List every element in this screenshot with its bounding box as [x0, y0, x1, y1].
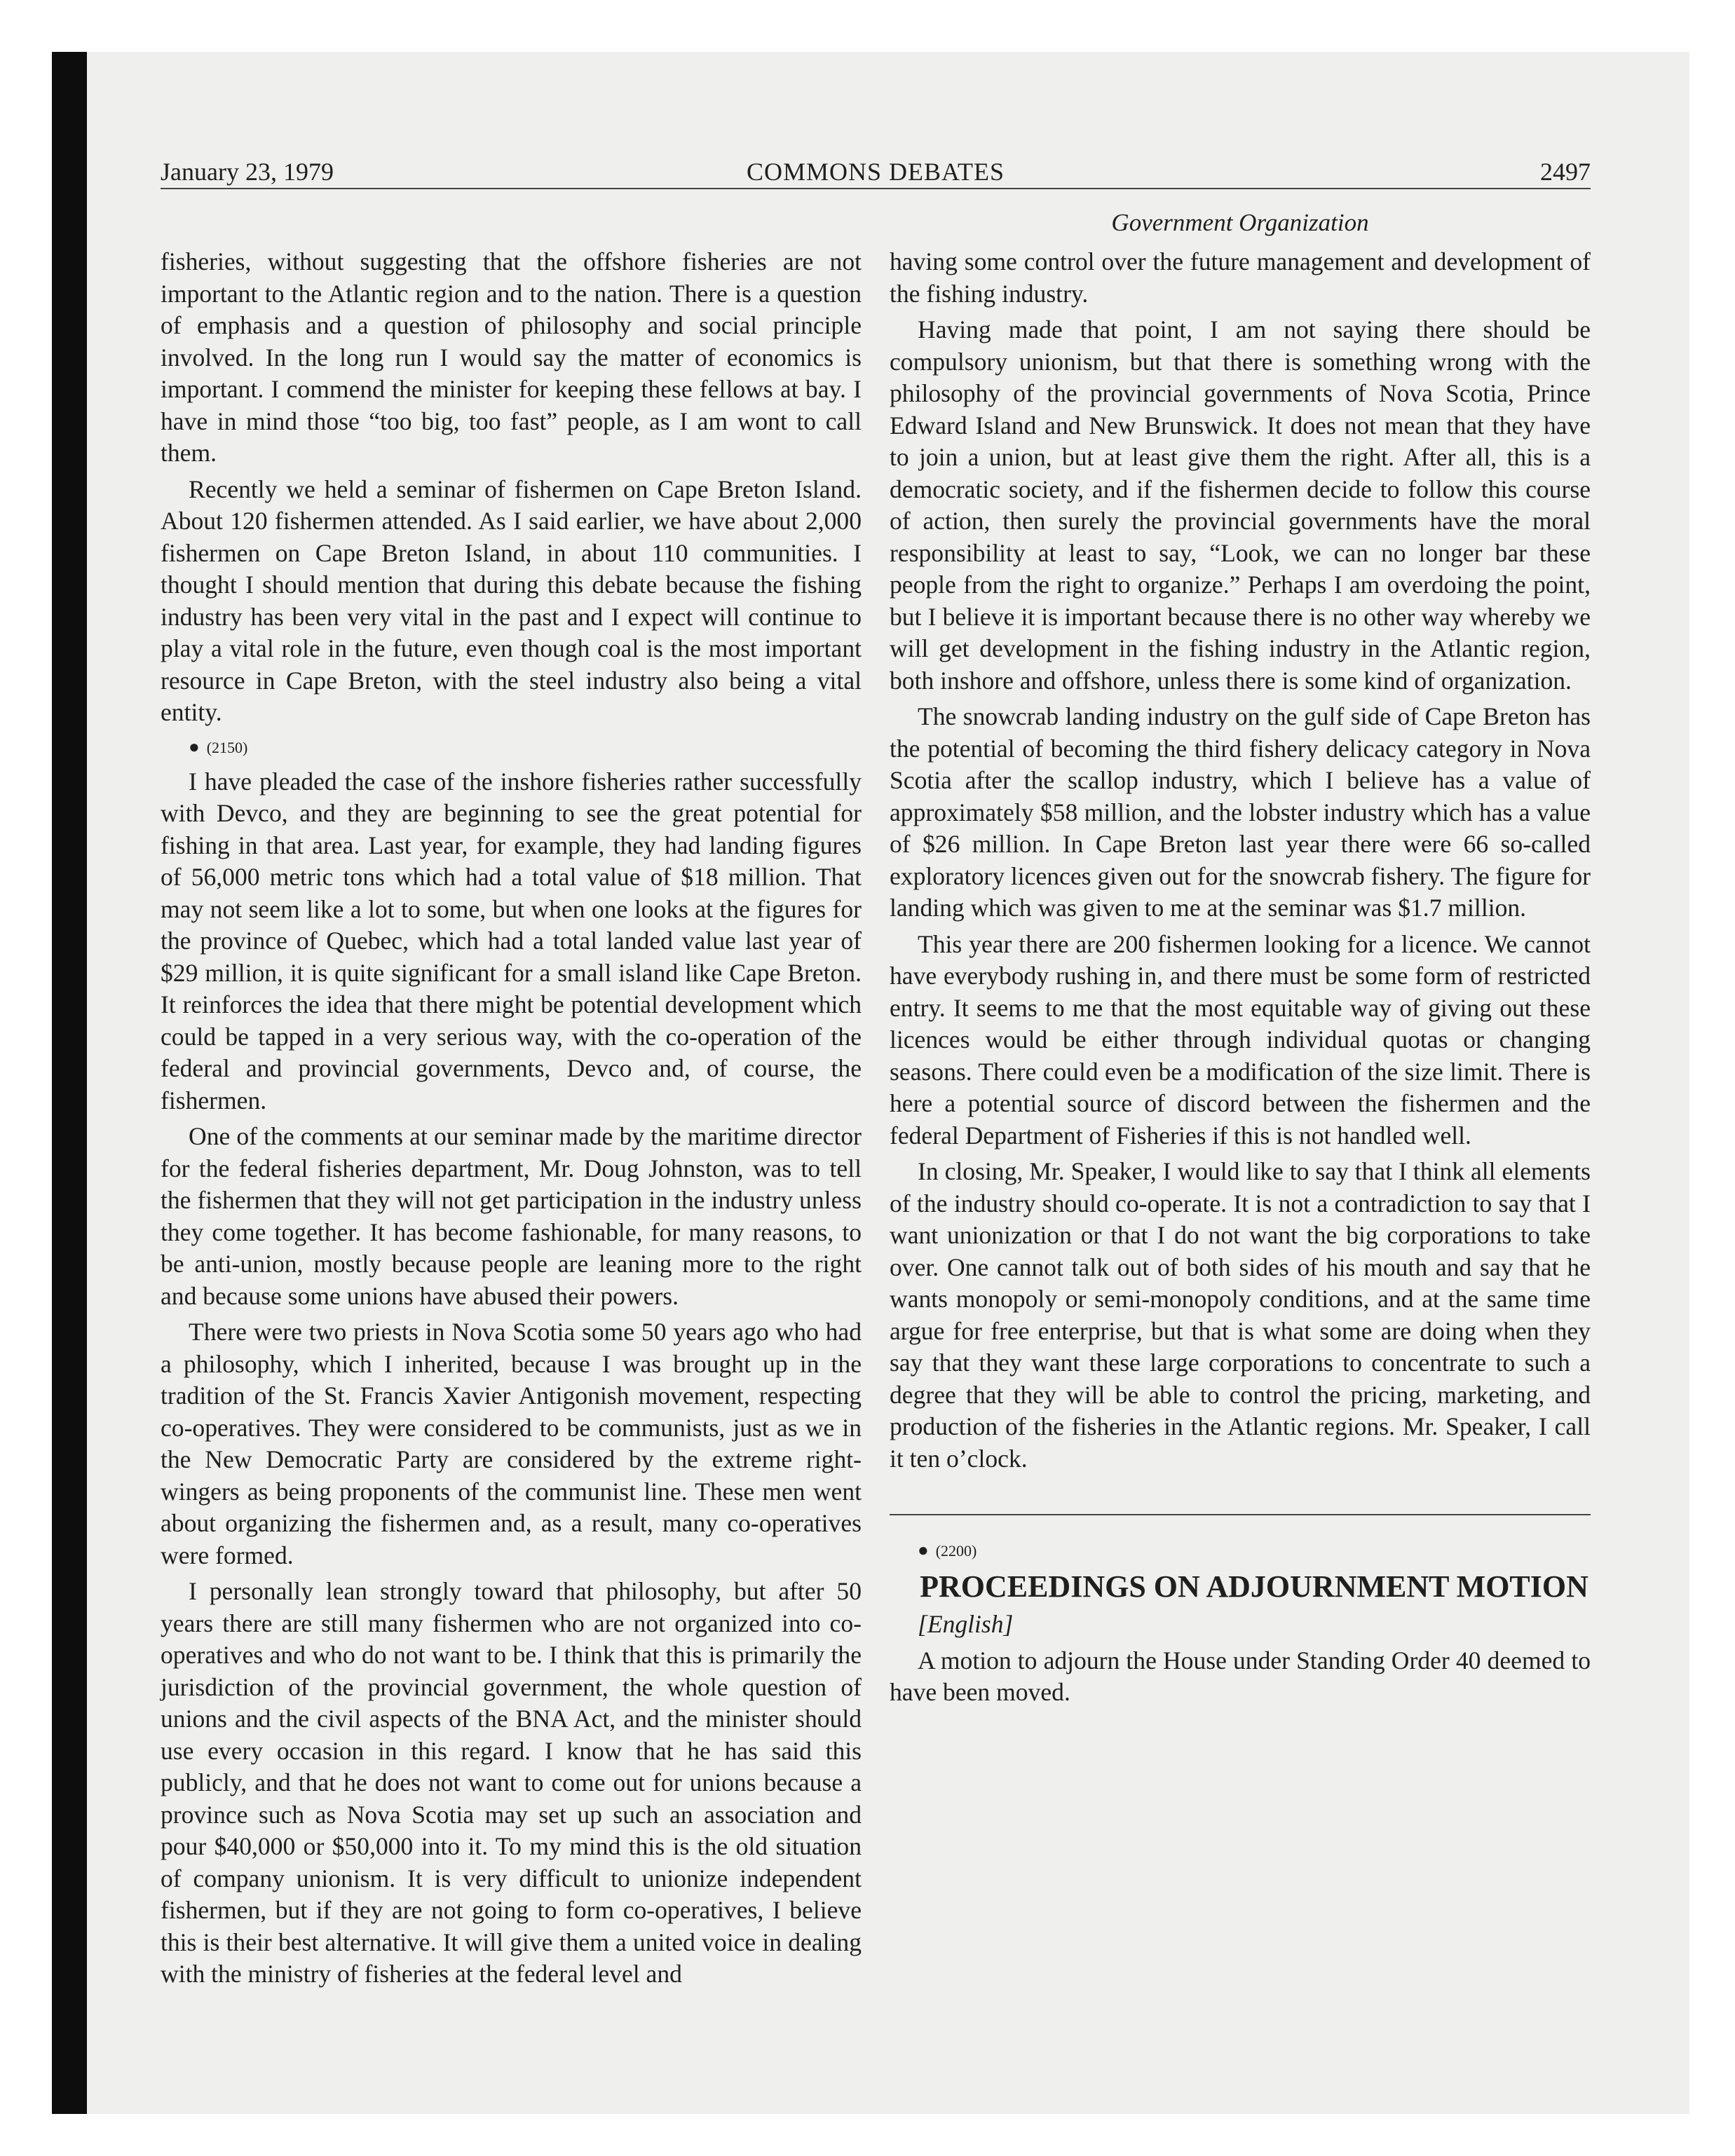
paragraph: I have pleaded the case of the inshore fisheries rather successfully with Devco, and they are beginning to see the great potential for fishing in that area. Last year, for example, they had landing figures of 56,000 metric tons which had a total value of $18 million. That may not seem like a lot to some, but when one looks at the figures for the province of Quebec, which had a total landed value last year of $29 million, it is quite significant for a small island like Cape Breton. It reinforces the idea that there might be potential development which could be tapped in a very serious way, with the co-operation of the federal and provincial governments, Devco and, of course, the fishermen. [161, 767, 862, 1114]
paragraph: Recently we held a seminar of fishermen on Cape Breton Island. About 120 fishermen attended. As I said earlier, we have about 2,000 fishermen on Cape Breton Island, in about 110 communities. I thought I should mention that during this debate because the fishing industry has been very vital in the past and I expect will continue to play a vital role in the future, even though coal is the most important resource in Cape Breton, with the steel industry also being a vital entity. [161, 475, 862, 726]
time-marker-label: (2200) [935, 1542, 977, 1560]
section-heading: PROCEEDINGS ON ADJOURNMENT MOTION [920, 1569, 1588, 1604]
paragraph: There were two priests in Nova Scotia some 50 years ago who had a philosophy, which I inherited, because I was brought up in the tradition of the St. Francis Xavier Antigonish movement, respecting co-operatives. They were considered to be communists, just as we in the New Democratic Party are considered by the extreme right-wingers as being proponents of the communist line. These men went about organizing the fishermen and, as a result, many co-operatives were formed. [161, 1318, 862, 1569]
header-date: January 23, 1979 [161, 158, 334, 186]
section-divider [890, 1514, 1591, 1515]
paragraph: A motion to adjourn the House under Standing Order 40 deemed to have been moved. [890, 1646, 1591, 1706]
paragraph: Having made that point, I am not saying there should be compulsory unionism, but that there is something wrong with the philosophy of the provincial governments of Nova Scotia, Prince Edward Island and New Brunswick. It does not mean that they have to join a union, but at least give them the right. After all, this is a democratic society, and if the fishermen decide to follow this course of action, then surely the provincial governments have the moral responsibility at least to say, “Look, we can no longer bar these people from the right to organize.” Perhaps I am overdoing the point, but I believe it is important because there is no other way whereby we will get development in the fishing industry in the Atlantic region, both inshore and offshore, unless there is some kind of organization. [890, 315, 1591, 695]
page-header [161, 156, 1591, 188]
bullet-icon: ● [189, 736, 200, 757]
time-marker-label: (2150) [206, 738, 248, 756]
time-marker [890, 1536, 1591, 1565]
paragraph: In closing, Mr. Speaker, I would like to say that I think all elements of the industry should co-operate. It is not a contradiction to say that I want unionization or that I do not want the big corporations to take over. One cannot talk out of both sides of his mouth and say that he wants monopoly or semi-monopoly conditions, and at the same time argue for free enterprise, but that is what some are doing when they say that they want these large corporations to concentrate to such a degree that they will be able to control the pricing, marketing, and production of the fisheries in the Atlantic regions. Mr. Speaker, I call it ten o’clock. [890, 1157, 1591, 1473]
header-rule [161, 188, 1591, 189]
right-column [890, 246, 1591, 1713]
paragraph: fisheries, without suggesting that the offshore fisheries are not important to the Atlantic region and to the nation. There is a question of emphasis and a question of philosophy and social principle involved. In the long run I would say the matter of economics is important. I commend the minister for keeping these fellows at bay. I have in mind those “too big, too fast” people, as I am wont to call them. [161, 247, 862, 467]
paragraph: This year there are 200 fishermen looking for a licence. We cannot have everybody rushing in, and there must be some form of restricted entry. It seems to me that the most equitable way of giving out these licences would be either through individual quotas or changing seasons. There could even be a modification of the size limit. There is here a potential source of discord between the fishermen and the federal Department of Fisheries if this is not handled well. [890, 929, 1591, 1149]
paragraph: having some control over the future management and development of the fishing industry. [890, 247, 1591, 308]
language-note: [English] [918, 1610, 1014, 1638]
paragraph: One of the comments at our seminar made by the maritime director for the federal fisheries department, Mr. Doug Johnston, was to tell the fishermen that they will not get participation in the industry unless they come together. It has become fashionable, for many reasons, to be anti-union, mostly because people are leaning more to the right and because some unions have abused their powers. [161, 1122, 862, 1310]
running-head: Government Organization [1111, 209, 1369, 236]
paragraph: The snowcrab landing industry on the gulf side of Cape Breton has the potential of becoming the third fishery delicacy category in Nova Scotia after the scallop industry, which I believe has a value of approximately $58 million, and the lobster industry which has a value of $26 million. In Cape Breton last year there were 66 so-called exploratory licences given out for the snowcrab fishery. The figure for landing which was given to me at the seminar was $1.7 million. [890, 702, 1591, 922]
binding-edge [52, 52, 87, 2114]
left-column [161, 246, 862, 1995]
paragraph: I personally lean strongly toward that philosophy, but after 50 years there are still many fishermen who are not organized into co-operatives and who do not want to be. I think that this is primarily the jurisdiction of the provincial government, the whole question of unions and the civil aspects of the BNA Act, and the minister should use every occasion in this regard. I know that he has said this publicly, and that he does not want to come out for unions because a province such as Nova Scotia may set up such an association and pour $40,000 or $50,000 into it. To my mind this is the old situation of company unionism. It is very difficult to unionize independent fishermen, but if they are not going to form co-operatives, I believe this is their best alternative. It will give them a united voice in dealing with the ministry of fisheries at the federal level and [161, 1577, 862, 1988]
page-number: 2497 [1540, 158, 1591, 186]
bullet-icon: ● [918, 1540, 929, 1560]
header-title: COMMONS DEBATES [746, 158, 1005, 186]
time-marker [161, 733, 862, 762]
